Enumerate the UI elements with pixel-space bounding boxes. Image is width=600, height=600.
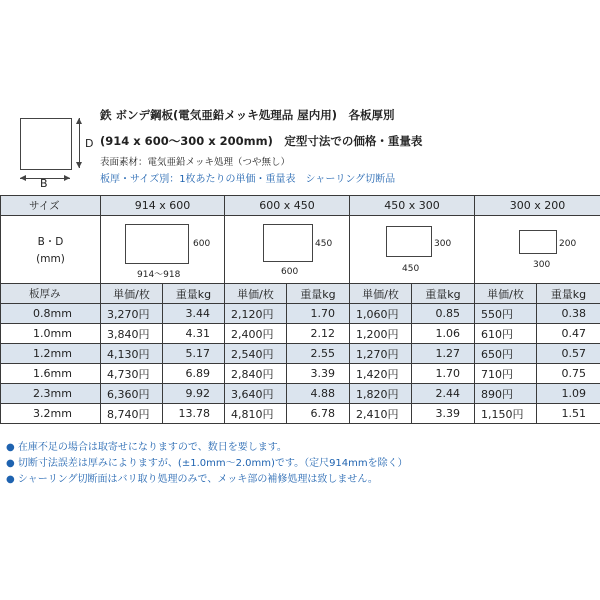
price-weight-table bbox=[0, 195, 600, 424]
price-cell: 1,060円 bbox=[350, 304, 412, 324]
price-cell: 2,410円 bbox=[350, 404, 412, 424]
plate-rect bbox=[263, 224, 313, 262]
thickness-label: 板厚み bbox=[1, 284, 101, 304]
bullet-icon: ● bbox=[6, 458, 15, 469]
note-item bbox=[6, 456, 408, 472]
d-dimension: 300 bbox=[434, 239, 452, 249]
weight-cell: 9.92 bbox=[163, 384, 225, 404]
weight-header: 重量kg bbox=[537, 284, 600, 304]
thickness-cell: 1.2mm bbox=[1, 344, 101, 364]
weight-cell: 3.39 bbox=[412, 404, 475, 424]
title-line1: 鉄 ボンデ鋼板(電気亜鉛メッキ処理品 屋内用) 各板厚別 bbox=[100, 108, 395, 122]
weight-cell: 3.44 bbox=[163, 304, 225, 324]
d-arrow bbox=[79, 118, 80, 168]
weight-cell: 3.39 bbox=[287, 364, 350, 384]
price-cell: 710円 bbox=[475, 364, 537, 384]
note-item bbox=[6, 472, 408, 488]
price-cell: 2,540円 bbox=[225, 344, 287, 364]
size-diagram-cell bbox=[475, 216, 600, 284]
weight-cell: 6.89 bbox=[163, 364, 225, 384]
weight-cell: 1.09 bbox=[537, 384, 600, 404]
price-cell: 8,740円 bbox=[101, 404, 163, 424]
size-name: 914 x 600 bbox=[101, 196, 225, 216]
price-cell: 550円 bbox=[475, 304, 537, 324]
price-cell: 1,200円 bbox=[350, 324, 412, 344]
surface-material: 表面素材：電気亜鉛メッキ処理（つや無し） bbox=[100, 157, 291, 168]
mm-label: (mm) bbox=[36, 253, 65, 265]
weight-cell: 6.78 bbox=[287, 404, 350, 424]
price-cell: 6,360円 bbox=[101, 384, 163, 404]
table-row bbox=[1, 304, 600, 324]
weight-cell: 1.70 bbox=[287, 304, 350, 324]
plate-rect bbox=[519, 230, 557, 254]
table-row bbox=[1, 364, 600, 384]
b-dimension: 300 bbox=[533, 260, 551, 270]
table-row bbox=[1, 404, 600, 424]
price-cell: 650円 bbox=[475, 344, 537, 364]
thickness-cell: 0.8mm bbox=[1, 304, 101, 324]
plate-rect bbox=[125, 224, 189, 264]
table-row bbox=[1, 344, 600, 364]
weight-cell: 0.38 bbox=[537, 304, 600, 324]
weight-cell: 1.27 bbox=[412, 344, 475, 364]
price-cell: 2,120円 bbox=[225, 304, 287, 324]
price-cell: 4,130円 bbox=[101, 344, 163, 364]
price-cell: 4,730円 bbox=[101, 364, 163, 384]
plate-rect bbox=[386, 226, 432, 257]
price-cell: 1,150円 bbox=[475, 404, 537, 424]
size-name: 450 x 300 bbox=[350, 196, 475, 216]
column-header-row bbox=[1, 284, 600, 304]
notes bbox=[6, 440, 408, 488]
weight-cell: 0.57 bbox=[537, 344, 600, 364]
note-text: 在庫不足の場合は取寄せになりますので、数日を要します。 bbox=[17, 442, 287, 453]
b-label: B bbox=[40, 177, 48, 190]
price-cell: 1,270円 bbox=[350, 344, 412, 364]
thickness-cell: 3.2mm bbox=[1, 404, 101, 424]
weight-cell: 4.31 bbox=[163, 324, 225, 344]
size-diagram-cell bbox=[350, 216, 475, 284]
price-cell: 1,420円 bbox=[350, 364, 412, 384]
dimension-diagram bbox=[0, 0, 100, 200]
d-label: D bbox=[85, 137, 94, 150]
b-dimension: 600 bbox=[281, 267, 299, 277]
weight-cell: 1.51 bbox=[537, 404, 600, 424]
thickness-cell: 1.6mm bbox=[1, 364, 101, 384]
price-cell: 3,640円 bbox=[225, 384, 287, 404]
b-dimension: 914～918 bbox=[137, 270, 181, 280]
table-row bbox=[1, 324, 600, 344]
weight-cell: 2.44 bbox=[412, 384, 475, 404]
weight-header: 重量kg bbox=[163, 284, 225, 304]
price-cell: 3,840円 bbox=[101, 324, 163, 344]
subtitle: 板厚・サイズ別：1枚あたりの単価・重量表 シャーリング切断品 bbox=[100, 174, 396, 185]
price-cell: 2,840円 bbox=[225, 364, 287, 384]
price-header: 単価/枚 bbox=[350, 284, 412, 304]
bd-label: B・D bbox=[37, 236, 64, 248]
d-dimension: 600 bbox=[193, 239, 211, 249]
size-name: 300 x 200 bbox=[475, 196, 600, 216]
size-header-row bbox=[1, 196, 600, 216]
weight-cell: 13.78 bbox=[163, 404, 225, 424]
price-cell: 1,820円 bbox=[350, 384, 412, 404]
price-cell: 890円 bbox=[475, 384, 537, 404]
size-diagram-cell bbox=[225, 216, 350, 284]
weight-header: 重量kg bbox=[412, 284, 475, 304]
title-line2: (914 x 600～300 x 200mm) 定型寸法での価格・重量表 bbox=[100, 134, 423, 148]
price-header: 単価/枚 bbox=[101, 284, 163, 304]
price-header: 単価/枚 bbox=[225, 284, 287, 304]
note-text: 切断寸法誤差は厚みによりますが、(±1.0mm～2.0mm)です。（定尺914mmを除く） bbox=[17, 458, 408, 469]
weight-cell: 1.06 bbox=[412, 324, 475, 344]
price-header: 単価/枚 bbox=[475, 284, 537, 304]
bullet-icon: ● bbox=[6, 442, 15, 453]
d-dimension: 200 bbox=[559, 239, 577, 249]
plate-square bbox=[20, 118, 72, 170]
weight-cell: 2.12 bbox=[287, 324, 350, 344]
note-item bbox=[6, 440, 408, 456]
weight-cell: 2.55 bbox=[287, 344, 350, 364]
bullet-icon: ● bbox=[6, 474, 15, 485]
d-dimension: 450 bbox=[315, 239, 333, 249]
weight-cell: 0.47 bbox=[537, 324, 600, 344]
b-dimension: 450 bbox=[402, 264, 420, 274]
size-diagram-row bbox=[1, 216, 600, 284]
size-name: 600 x 450 bbox=[225, 196, 350, 216]
size-label: サイズ bbox=[1, 196, 101, 216]
weight-cell: 4.88 bbox=[287, 384, 350, 404]
weight-cell: 0.75 bbox=[537, 364, 600, 384]
bd-label-cell bbox=[1, 216, 101, 284]
price-cell: 2,400円 bbox=[225, 324, 287, 344]
price-cell: 610円 bbox=[475, 324, 537, 344]
weight-cell: 5.17 bbox=[163, 344, 225, 364]
weight-cell: 0.85 bbox=[412, 304, 475, 324]
size-diagram-cell bbox=[101, 216, 225, 284]
thickness-cell: 2.3mm bbox=[1, 384, 101, 404]
price-cell: 3,270円 bbox=[101, 304, 163, 324]
note-text: シャーリング切断面はバリ取り処理のみで、メッキ部の補修処理は致しません。 bbox=[17, 474, 378, 485]
thickness-cell: 1.0mm bbox=[1, 324, 101, 344]
price-cell: 4,810円 bbox=[225, 404, 287, 424]
weight-cell: 1.70 bbox=[412, 364, 475, 384]
table-row bbox=[1, 384, 600, 404]
weight-header: 重量kg bbox=[287, 284, 350, 304]
